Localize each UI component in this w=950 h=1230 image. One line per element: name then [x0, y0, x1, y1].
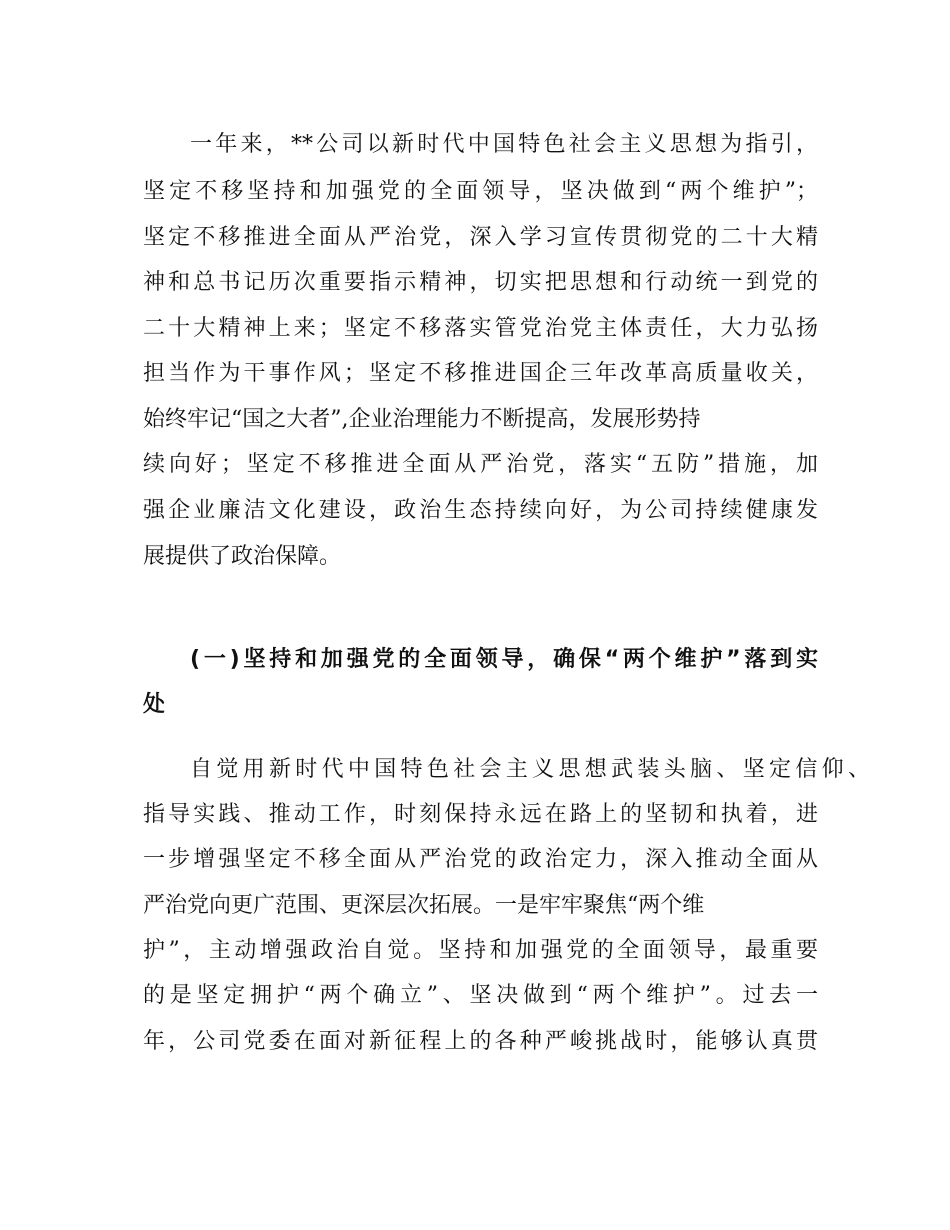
text-line: 指导实践、推动工作，时刻保持永远在路上的坚韧和执着，进	[143, 802, 818, 827]
text-line: 的是坚定拥护“两个确立”、坚决做到“两个维护”。过去一	[143, 983, 818, 1008]
text-line: 坚定不移坚持和加强党的全面领导，坚决做到“两个维护”；	[143, 179, 818, 204]
text-line: 一步增强坚定不移全面从严治党的政治定力，深入推动全面从	[143, 847, 818, 872]
text-line: 一年来，**公司以新时代中国特色社会主义思想为指引，	[190, 132, 818, 157]
text-line: 坚定不移推进全面从严治党，深入学习宣传贯彻党的二十大精	[143, 225, 818, 250]
text-line: 续向好；坚定不移推进全面从严治党，落实“五防”措施，加	[143, 452, 818, 477]
text-line: 始终牢记“国之大者”,企业治理能力不断提高，发展形势持	[143, 407, 701, 432]
heading-line: (一)坚持和加强党的全面领导，确保“两个维护”落到实	[190, 647, 818, 672]
text-line: 自觉用新时代中国特色社会主义思想武装头脑、坚定信仰、	[190, 757, 870, 782]
text-line: 护”，主动增强政治自觉。坚持和加强党的全面领导，最重要	[143, 938, 818, 963]
text-line: 强企业廉洁文化建设，政治生态持续向好，为公司持续健康发	[143, 498, 818, 523]
text-line: 神和总书记历次重要指示精神，切实把思想和行动统一到党的	[143, 270, 818, 295]
text-line: 严治党向更广范围、更深层次拓展。一是牢牢聚焦“两个维	[143, 893, 705, 918]
heading-line: 处	[143, 692, 166, 717]
text-line: 年，公司党委在面对新征程上的各种严峻挑战时，能够认真贯	[143, 1029, 818, 1054]
text-line: 展提供了政治保障。	[143, 544, 342, 569]
text-line: 担当作为干事作风；坚定不移推进国企三年改革高质量收关，	[143, 361, 818, 386]
text-line: 二十大精神上来；坚定不移落实管党治党主体责任，大力弘扬	[143, 316, 818, 341]
